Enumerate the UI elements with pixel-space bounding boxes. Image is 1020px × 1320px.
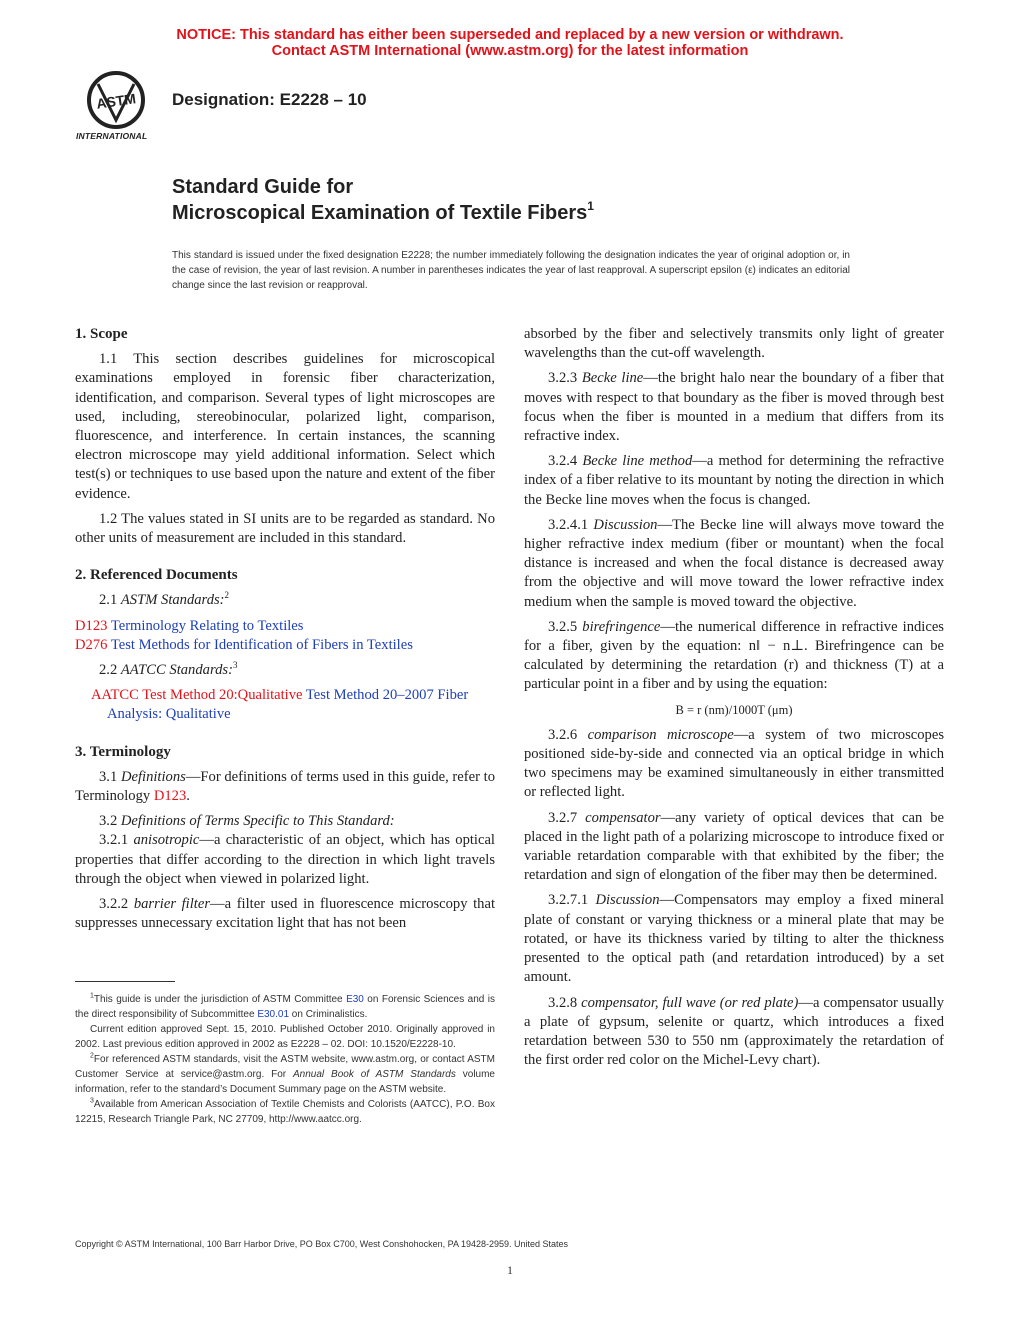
- link-d276-title[interactable]: Test Methods for Identification of Fibers in Textiles: [107, 636, 413, 653]
- link-aatcc-20-title[interactable]: Test Method 20–2007 Fiber Analysis: Qualitative: [107, 687, 469, 723]
- link-e30-01[interactable]: E30.01: [257, 1009, 290, 1020]
- paragraph-2-1: 2.1 ASTM Standards:$^2$: [99, 590, 230, 609]
- link-d276[interactable]: D276: [75, 636, 108, 653]
- definition-3-2-7: 3.2.7 compensator—any variety of optical devices that can be placed in the light path of a polarizing microscope to introduce fixed or variable retardation comparable with that exhibited by the fiber; the retardation and sign of elongation of the fiber may then be determined.: [524, 809, 944, 884]
- definition-3-2-4: 3.2.4 Becke line method—a method for determining the refractive index of a fiber relative to its mountant by noting the direction in which the Becke line moves when the focus is changed.: [524, 453, 945, 508]
- reference-aatcc-20: [75, 686, 495, 724]
- definition-3-2-3: 3.2.3 Becke line—the bright halo near the boundary of a fiber that moves with respect to that boundary as the fiber is moved through best focus when the fiber is mounted in a medium that differs from its refractive index.: [524, 370, 944, 445]
- definition-3-2-2: 3.2.2 barrier filter—a filter used in fluorescence microscopy that suppresses unnecessary excitation light that has not been: [75, 896, 495, 932]
- link-d123-inline[interactable]: D123: [153, 788, 187, 805]
- discussion-3-2-7-1: 3.2.7.1 Discussion—Compensators may employ a fixed mineral plate of constant or varying thickness or a mineral plate that may be rotated, or have its thickness varied by tilting to alter the thickness presented to the optical path (and retardation introduced) by a set amount.: [524, 892, 945, 986]
- definition-3-2-5: 3.2.5 birefringence—the numerical difference in refractive indices for a fiber, given by the equation: n‖ − n⊥. Birefringence can be calculated by determining the retardation (r) and thickness (T) at a particular point in a fiber and by using the equation:: [524, 618, 944, 693]
- footnote-1-approval: Current edition approved Sept. 15, 2010. Published October 2010. Originally approved in 2002. Last previous edition approved in 2002 as E2228 – 02. DOI: 10.1520/E2228-10.: [75, 1024, 495, 1050]
- notice-line-2: Contact ASTM International (www.astm.org) for the latest information: [271, 43, 749, 59]
- link-aatcc-20[interactable]: AATCC Test Method 20:Qualitative: [91, 687, 303, 704]
- footnote-1: $^1$This guide is under the jurisdiction of ASTM Committee E30 on Forensic Sciences and is the direct responsibility of Subcommittee E30.01 on Criminalistics.: [75, 992, 495, 1020]
- discussion-3-2-4-1: 3.2.4.1 Discussion—The Becke line will always move toward the higher refractive index medium (fiber or mountant) when the focal distance is increased and when the focal distance is decreased away from the objective and will move toward the lower refractive index medium when the sample is moved toward the objective.: [524, 516, 944, 610]
- paragraph-3-1: 3.1 Definitions—For definitions of terms used in this guide, refer to Terminology D123.: [75, 768, 495, 805]
- paragraph-3-2: 3.2 Definitions of Terms Specific to This Standard:: [99, 813, 395, 830]
- definition-3-2-8: 3.2.8 compensator, full wave (or red plate)—a compensator usually a plate of gypsum, selenite or quartz, which introduces a fixed retardation between 530 to 550 nm (approximately the retardation of the first order red color on the Michel-Levy chart).: [524, 994, 944, 1069]
- footnote-3: $^3$Available from American Association of Textile Chemists and Colorists (AATCC), P.O. Box 12215, Research Triangle Park, NC 27709, http://www.aatcc.org.: [75, 1097, 495, 1125]
- paragraph-1-1: 1.1 This section describes guidelines for microscopical examinations employed in forensic fiber characterization, identification, and comparison. Several types of light microscopes are used, including, stereobinocular, polarized light, comparison, fluorescence, and interference. In certain instances, the scanning electron microscope may yield additional information. Select which test(s) or techniques to use based upon the nature and extent of the fiber evidence.: [75, 351, 495, 502]
- title-line-2: Microscopical Examination of Textile Fibers$^1$: [172, 199, 594, 224]
- footnotes: [75, 992, 495, 1127]
- reference-d276: [75, 636, 495, 655]
- link-d123-title[interactable]: Terminology Relating to Textiles: [107, 617, 304, 634]
- definition-3-2-1: 3.2.1 anisotropic—a characteristic of an object, which has optical properties that differ according to the direction in which light travels through the object when viewed in polarized light.: [75, 832, 495, 887]
- left-column: [75, 325, 495, 939]
- birefringence-equation: B = r (nm)/1000T (μm): [675, 702, 793, 717]
- title-footnote-mark[interactable]: 1: [587, 199, 594, 213]
- paragraph-1-2: 1.2 The values stated in SI units are to be regarded as standard. No other units of measurement are included in this standard.: [75, 510, 495, 547]
- section-heading-referenced-documents: 2. Referenced Documents: [75, 567, 238, 584]
- reference-d123: [75, 617, 495, 636]
- paragraph-2-2: 2.2 AATCC Standards:$^3$: [99, 660, 238, 679]
- designation: Designation: E2228 – 10: [172, 90, 367, 109]
- issuance-statement: This standard is issued under the fixed designation E2228; the number immediately following the designation indicates the year of original adoption or, in the case of revision, the year of last revision. A number in parentheses indicates the year of last reapproval. A superscript epsilon (ε) indicates an editorial change since the last revision or reapproval.: [172, 250, 850, 291]
- footnote-2: $^2$For referenced ASTM standards, visit the ASTM website, www.astm.org, or contact ASTM Customer Service at service@astm.org. For Annual Book of ASTM Standards volume information, refer to the standard’s Document Summary page on the ASTM website.: [75, 1052, 495, 1095]
- title-line-1: Standard Guide for: [172, 176, 354, 198]
- section-heading-terminology: 3. Terminology: [75, 743, 171, 760]
- withdrawal-notice: [0, 27, 1020, 59]
- link-d123[interactable]: D123: [75, 617, 108, 634]
- logo-wordmark: INTERNATIONAL: [76, 131, 148, 141]
- definition-3-2-6: 3.2.6 comparison microscope—a system of two microscopes positioned side-by-side and connected via an optical bridge in which two specimens may be examined simultaneously in either transmitted or reflected light.: [524, 726, 945, 801]
- section-heading-scope: 1. Scope: [75, 326, 128, 342]
- link-e30[interactable]: E30: [346, 994, 364, 1005]
- notice-line-1: NOTICE: This standard has either been superseded and replaced by a new version or withdrawn.: [176, 27, 844, 43]
- page-number: 1: [507, 1263, 513, 1277]
- definition-3-2-2-continued: absorbed by the fiber and selectively transmits only light of greater wavelengths than the cut-off wavelength.: [524, 326, 944, 362]
- svg-text:ASTM: ASTM: [95, 90, 137, 112]
- copyright-line: Copyright © ASTM International, 100 Barr Harbor Drive, PO Box C700, West Conshohocken, PA 19428-2959. United States: [75, 1239, 569, 1249]
- right-column: [524, 325, 944, 1076]
- footnote-divider: [75, 981, 175, 982]
- document-title: [172, 174, 594, 226]
